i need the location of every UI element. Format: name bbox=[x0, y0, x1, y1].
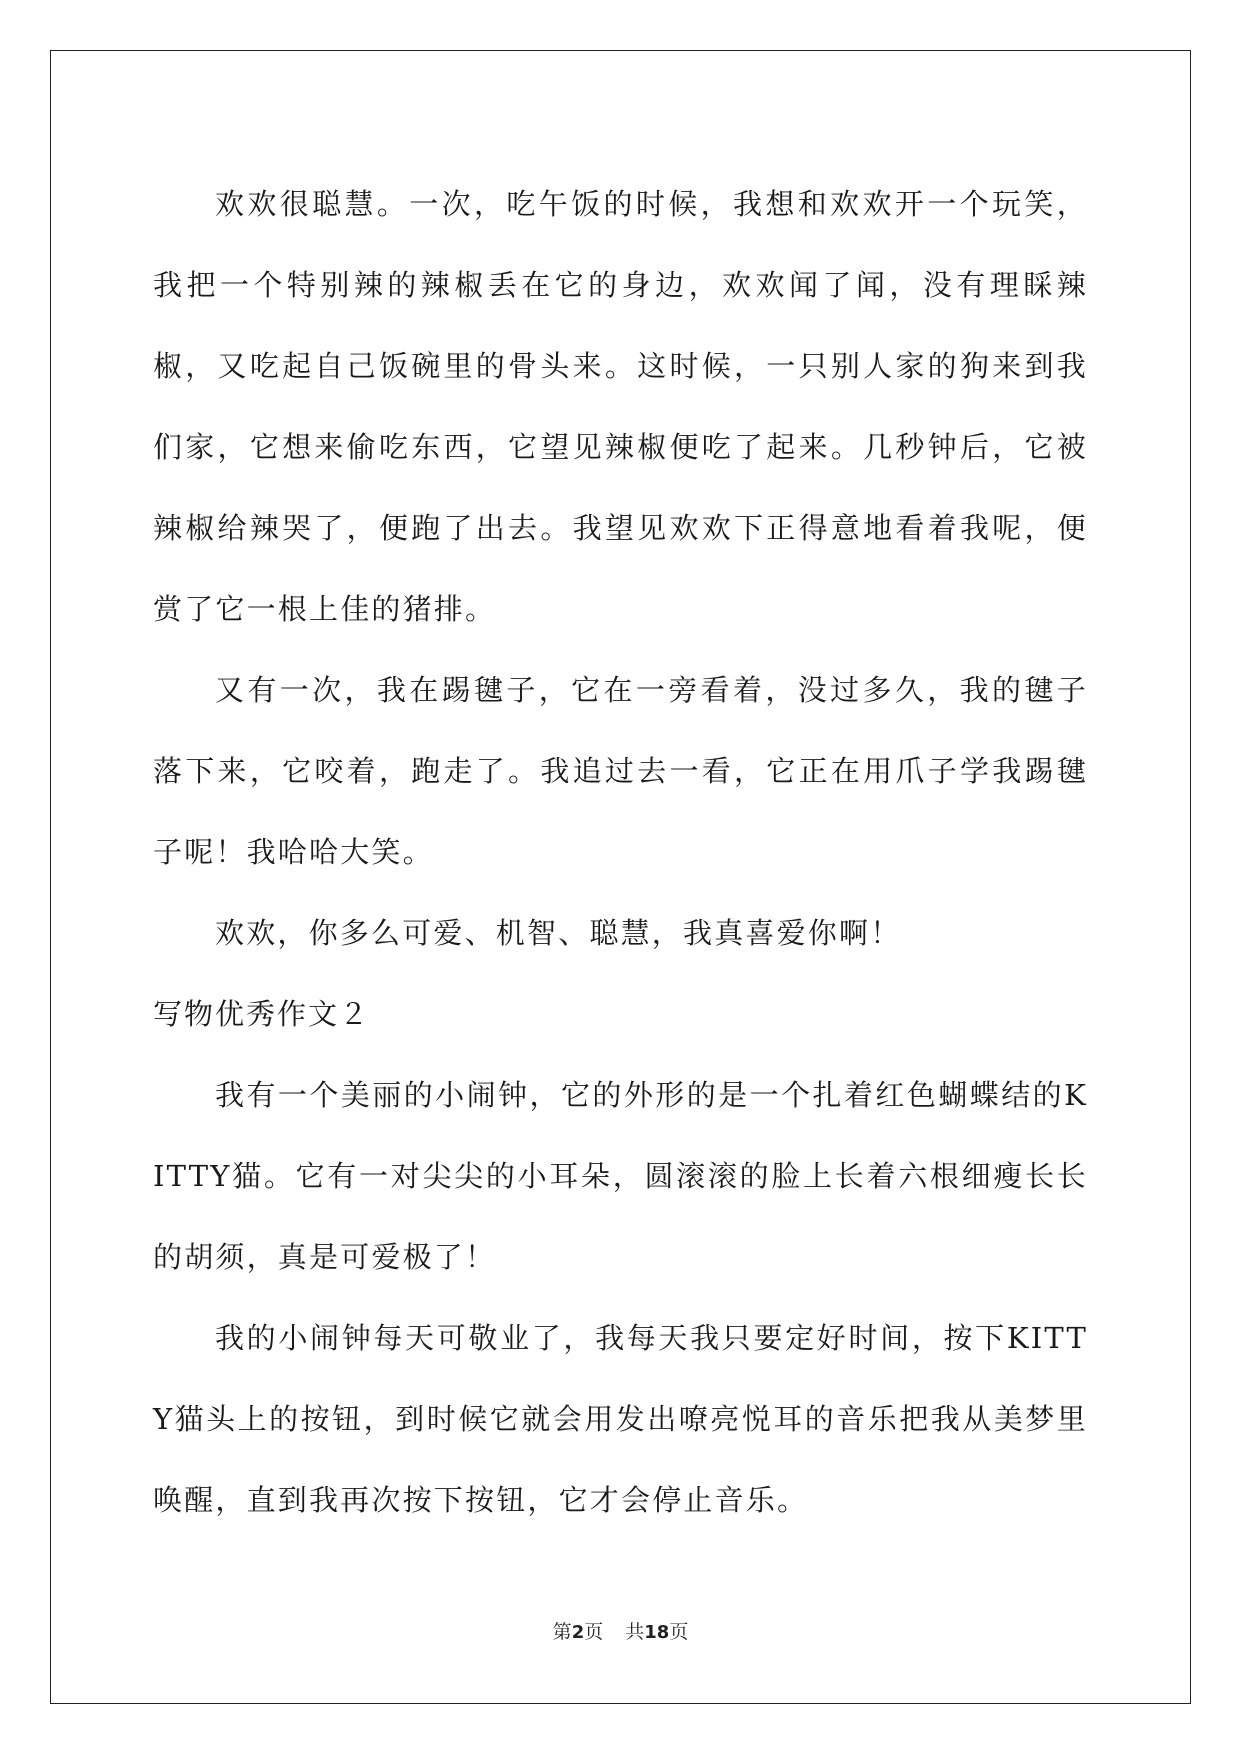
total-suffix: 页 bbox=[669, 1621, 689, 1643]
total-prefix: 共 bbox=[625, 1621, 645, 1643]
page-suffix: 页 bbox=[584, 1621, 604, 1643]
paragraph: 欢欢很聪慧。一次，吃午饭的时候，我想和欢欢开一个玩笑，我把一个特别辣的辣椒丢在它的身边，欢欢闻了闻，没有理睬辣椒，又吃起自己饭碗里的骨头来。这时候，一只别人家的狗来到我们家，它想来偷吃东西，它望见辣椒便吃了起来。几秒钟后，它被辣椒给辣哭了，便跑了出去。我望见欢欢下正得意地看着我呢，便赏了它一根上佳的猪排。 bbox=[153, 187, 1088, 626]
paragraph: 又有一次，我在踢毽子，它在一旁看着，没过多久，我的毽子落下来，它咬着，跑走了。我追过去一看，它正在用爪子学我踢毽子呢！我哈哈大笑。 bbox=[153, 673, 1088, 869]
document-body bbox=[153, 164, 1088, 1541]
paragraph: 我有一个美丽的小闹钟，它的外形的是一个扎着红色蝴蝶结的KITTY猫。它有一对尖尖的小耳朵，圆滚滚的脸上长着六根细瘦长长的胡须，真是可爱极了！ bbox=[153, 1078, 1088, 1274]
total-page-number: 18 bbox=[644, 1622, 670, 1643]
page-footer bbox=[0, 1620, 1241, 1645]
section-heading: 写物优秀作文２ bbox=[153, 997, 371, 1031]
paragraph: 欢欢，你多么可爱、机智、聪慧，我真喜爱你啊！ bbox=[215, 916, 902, 950]
page-prefix: 第 bbox=[552, 1621, 572, 1643]
paragraph: 我的小闹钟每天可敬业了，我每天我只要定好时间，按下KITTY猫头上的按钮，到时候它就会用发出嘹亮悦耳的音乐把我从美梦里唤醒，直到我再次按下按钮，它才会停止音乐。 bbox=[153, 1321, 1088, 1517]
current-page-number: 2 bbox=[571, 1622, 585, 1643]
